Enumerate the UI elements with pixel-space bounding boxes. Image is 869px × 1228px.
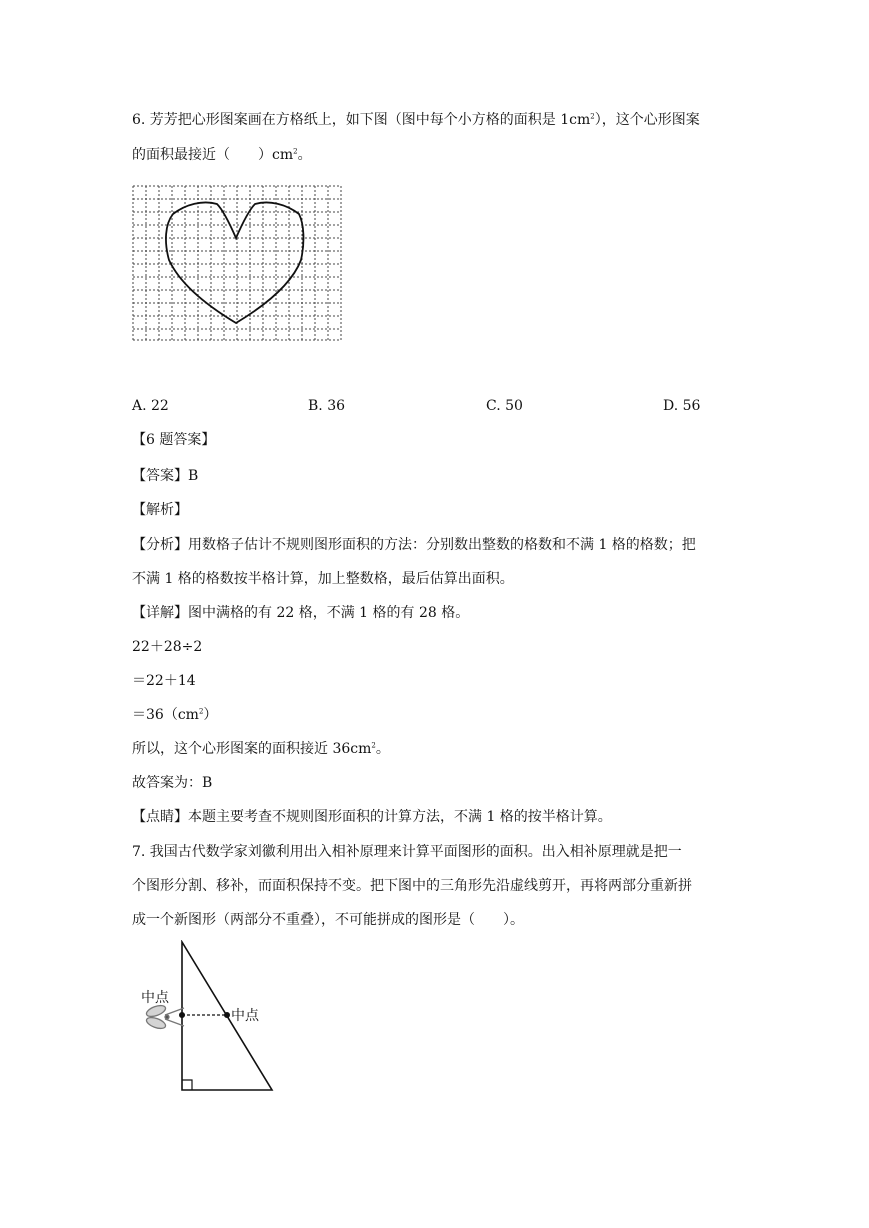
q6-option-b: B. 36 <box>308 398 346 414</box>
q6-detail: 【详解】图中满格的有 22 格，不满 1 格的有 28 格。 <box>132 605 470 621</box>
midpoint-left-dot <box>179 1012 185 1018</box>
midpoint-right-label: 中点 <box>231 1008 259 1024</box>
midpoint-right-dot <box>224 1012 230 1018</box>
q6-analysis-line1: 【分析】用数格子估计不规则图形面积的方法：分别数出整数的格数和不满 1 格的格数；把 <box>132 537 696 553</box>
q6-calc-1: 22＋28÷2 <box>132 639 203 655</box>
right-angle-mark <box>182 1080 192 1090</box>
scissors-icon <box>145 1003 184 1030</box>
q6-answer-header: 【6 题答案】 <box>132 432 216 448</box>
q7-stem-line2: 个图形分割、移补，而面积保持不变。把下图中的三角形先沿虚线剪开，再将两部分重新拼 <box>132 878 692 894</box>
midpoint-left-label: 中点 <box>141 990 169 1006</box>
q6-final-answer: 故答案为：B <box>132 775 213 791</box>
heart-grid-figure <box>131 184 343 342</box>
triangle-figure <box>138 940 278 1094</box>
q6-comment: 【点睛】本题主要考查不规则图形面积的计算方法，不满 1 格的按半格计算。 <box>132 809 612 825</box>
q6-option-a: A. 22 <box>132 398 169 414</box>
q6-stem-line1: 6. 芳芳把心形图案画在方格纸上，如下图（图中每个小方格的面积是 $1cm^2$），这个心形图案 <box>132 112 700 128</box>
q6-calc-3: $=36(cm^2)$ <box>132 707 218 723</box>
q6-conclusion: 所以，这个心形图案的面积接近 $36cm^2$。 <box>132 741 390 757</box>
q6-analysis-header: 【解析】 <box>132 502 188 518</box>
q7-stem-line1: 7. 我国古代数学家刘徽利用出入相补原理来计算平面图形的面积。出入相补原理就是把一 <box>132 844 682 860</box>
q6-option-d: D. 56 <box>663 398 701 414</box>
grid-lines <box>133 186 341 340</box>
q6-calc-2: ＝22＋14 <box>132 673 196 689</box>
heart-shape <box>166 202 304 323</box>
q6-option-c: C. 50 <box>486 398 523 414</box>
q6-answer: 【答案】B <box>132 468 199 484</box>
q7-stem-line3: 成一个新图形（两部分不重叠），不可能拼成的图形是（ ）。 <box>132 912 524 928</box>
q6-stem-line2: 的面积最接近（ ）$cm^2$。 <box>132 147 312 163</box>
q6-analysis-line2: 不满 1 格的格数按半格计算，加上整数格，最后估算出面积。 <box>132 571 514 587</box>
